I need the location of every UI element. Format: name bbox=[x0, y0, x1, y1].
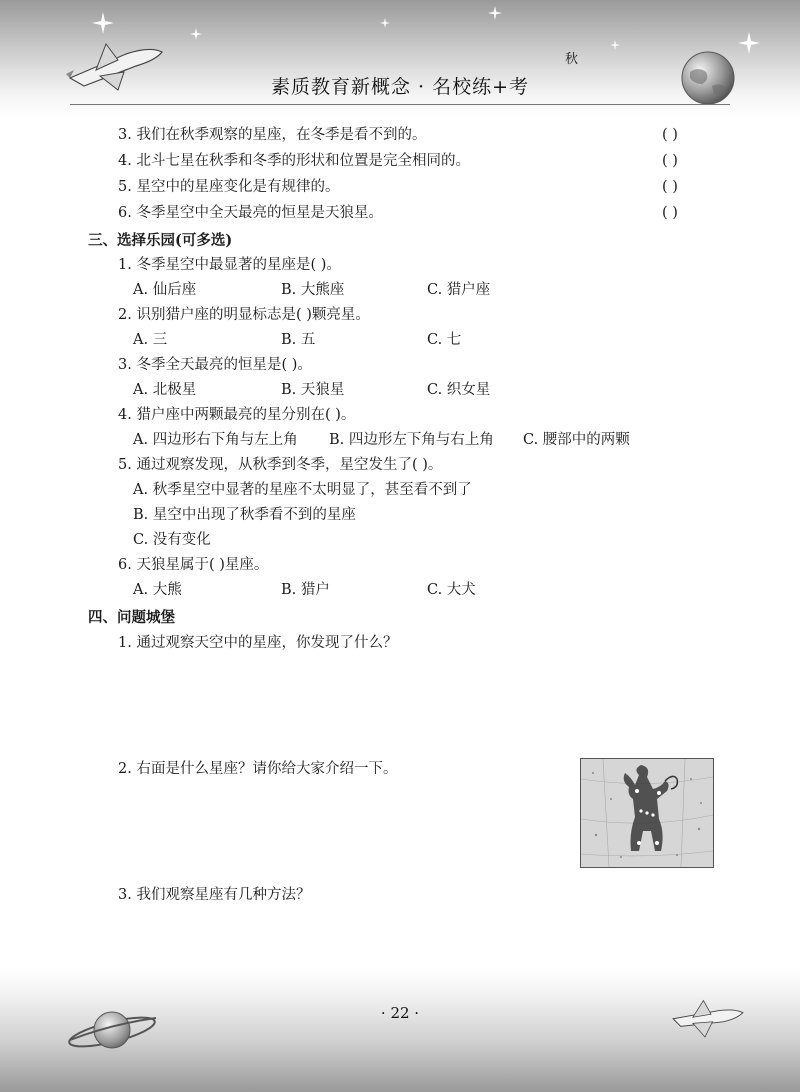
choice-q4-option-a[interactable]: A. 四边形右下角与左上角 bbox=[133, 432, 298, 448]
choice-question-2: 2. 识别猎户座的明显标志是( )颗亮星。 bbox=[118, 307, 370, 323]
page-title: 素质教育新概念 · 名校练+考 bbox=[270, 76, 530, 98]
star-chart-icon bbox=[581, 759, 713, 867]
page-header bbox=[0, 0, 800, 118]
section-4-title: 四、问题城堡 bbox=[88, 609, 175, 626]
sparkle-star-icon bbox=[190, 28, 202, 40]
choice-q6-option-a[interactable]: A. 大熊 bbox=[133, 582, 182, 598]
judge-answer-3[interactable]: ( ) bbox=[662, 127, 678, 143]
choice-q2-option-c[interactable]: C. 七 bbox=[427, 332, 462, 348]
choice-q1-option-c[interactable]: C. 猎户座 bbox=[427, 282, 491, 298]
choice-question-5: 5. 通过观察发现，从秋季到冬季，星空发生了( )。 bbox=[118, 457, 443, 473]
choice-q1-option-b[interactable]: B. 大熊座 bbox=[281, 282, 345, 298]
judge-item-3: 3. 我们在秋季观察的星座，在冬季是看不到的。 bbox=[118, 127, 427, 143]
choice-q3-option-b[interactable]: B. 天狼星 bbox=[281, 382, 345, 398]
choice-q5-option-a[interactable]: A. 秋季星空中显著的星座不太明显了，甚至看不到了 bbox=[133, 482, 472, 498]
choice-question-4: 4. 猎户座中两颗最亮的星分别在( )。 bbox=[118, 407, 356, 423]
choice-q4-option-c[interactable]: C. 腰部中的两颗 bbox=[523, 432, 630, 448]
judge-item-6: 6. 冬季星空中全天最亮的恒星是天狼星。 bbox=[118, 205, 383, 221]
choice-q6-option-c[interactable]: C. 大犬 bbox=[427, 582, 476, 598]
season-badge: 秋 bbox=[565, 52, 579, 67]
choice-question-3: 3. 冬季全天最亮的恒星是( )。 bbox=[118, 357, 312, 373]
choice-q2-option-a[interactable]: A. 三 bbox=[133, 332, 168, 348]
choice-q3-option-c[interactable]: C. 织女星 bbox=[427, 382, 491, 398]
choice-q4-option-b[interactable]: B. 四边形左下角与右上角 bbox=[329, 432, 494, 448]
judge-item-4: 4. 北斗七星在秋季和冬季的形状和位置是完全相同的。 bbox=[118, 153, 470, 169]
choice-q1-option-a[interactable]: A. 仙后座 bbox=[133, 282, 197, 298]
choice-q2-option-b[interactable]: B. 五 bbox=[281, 332, 316, 348]
orion-constellation-picture bbox=[580, 758, 714, 868]
sparkle-star-icon bbox=[738, 32, 760, 54]
section-3-title: 三、选择乐园(可多选) bbox=[88, 232, 233, 249]
choice-q3-option-a[interactable]: A. 北极星 bbox=[133, 382, 197, 398]
sparkle-star-icon bbox=[92, 12, 114, 34]
judge-answer-5[interactable]: ( ) bbox=[662, 179, 678, 195]
choice-question-1: 1. 冬季星空中最显著的星座是( )。 bbox=[118, 257, 341, 273]
sparkle-star-icon bbox=[380, 18, 390, 28]
choice-question-6: 6. 天狼星属于( )星座。 bbox=[118, 557, 269, 573]
sparkle-star-icon bbox=[488, 6, 502, 20]
choice-q5-option-b[interactable]: B. 星空中出现了秋季看不到的星座 bbox=[133, 507, 356, 523]
open-question-2: 2. 右面是什么星座？请你给大家介绍一下。 bbox=[118, 761, 398, 777]
page-number: · 22 · bbox=[380, 1004, 420, 1022]
choice-q5-option-c[interactable]: C. 没有变化 bbox=[133, 532, 211, 548]
open-question-1: 1. 通过观察天空中的星座，你发现了什么？ bbox=[118, 635, 398, 651]
page-footer bbox=[0, 968, 800, 1092]
judge-answer-6[interactable]: ( ) bbox=[662, 205, 678, 221]
choice-q6-option-b[interactable]: B. 猎户 bbox=[281, 582, 330, 598]
judge-answer-4[interactable]: ( ) bbox=[662, 153, 678, 169]
header-divider bbox=[70, 104, 730, 105]
open-question-3: 3. 我们观察星座有几种方法？ bbox=[118, 887, 311, 903]
sparkle-star-icon bbox=[610, 40, 620, 50]
judge-item-5: 5. 星空中的星座变化是有规律的。 bbox=[118, 179, 340, 195]
